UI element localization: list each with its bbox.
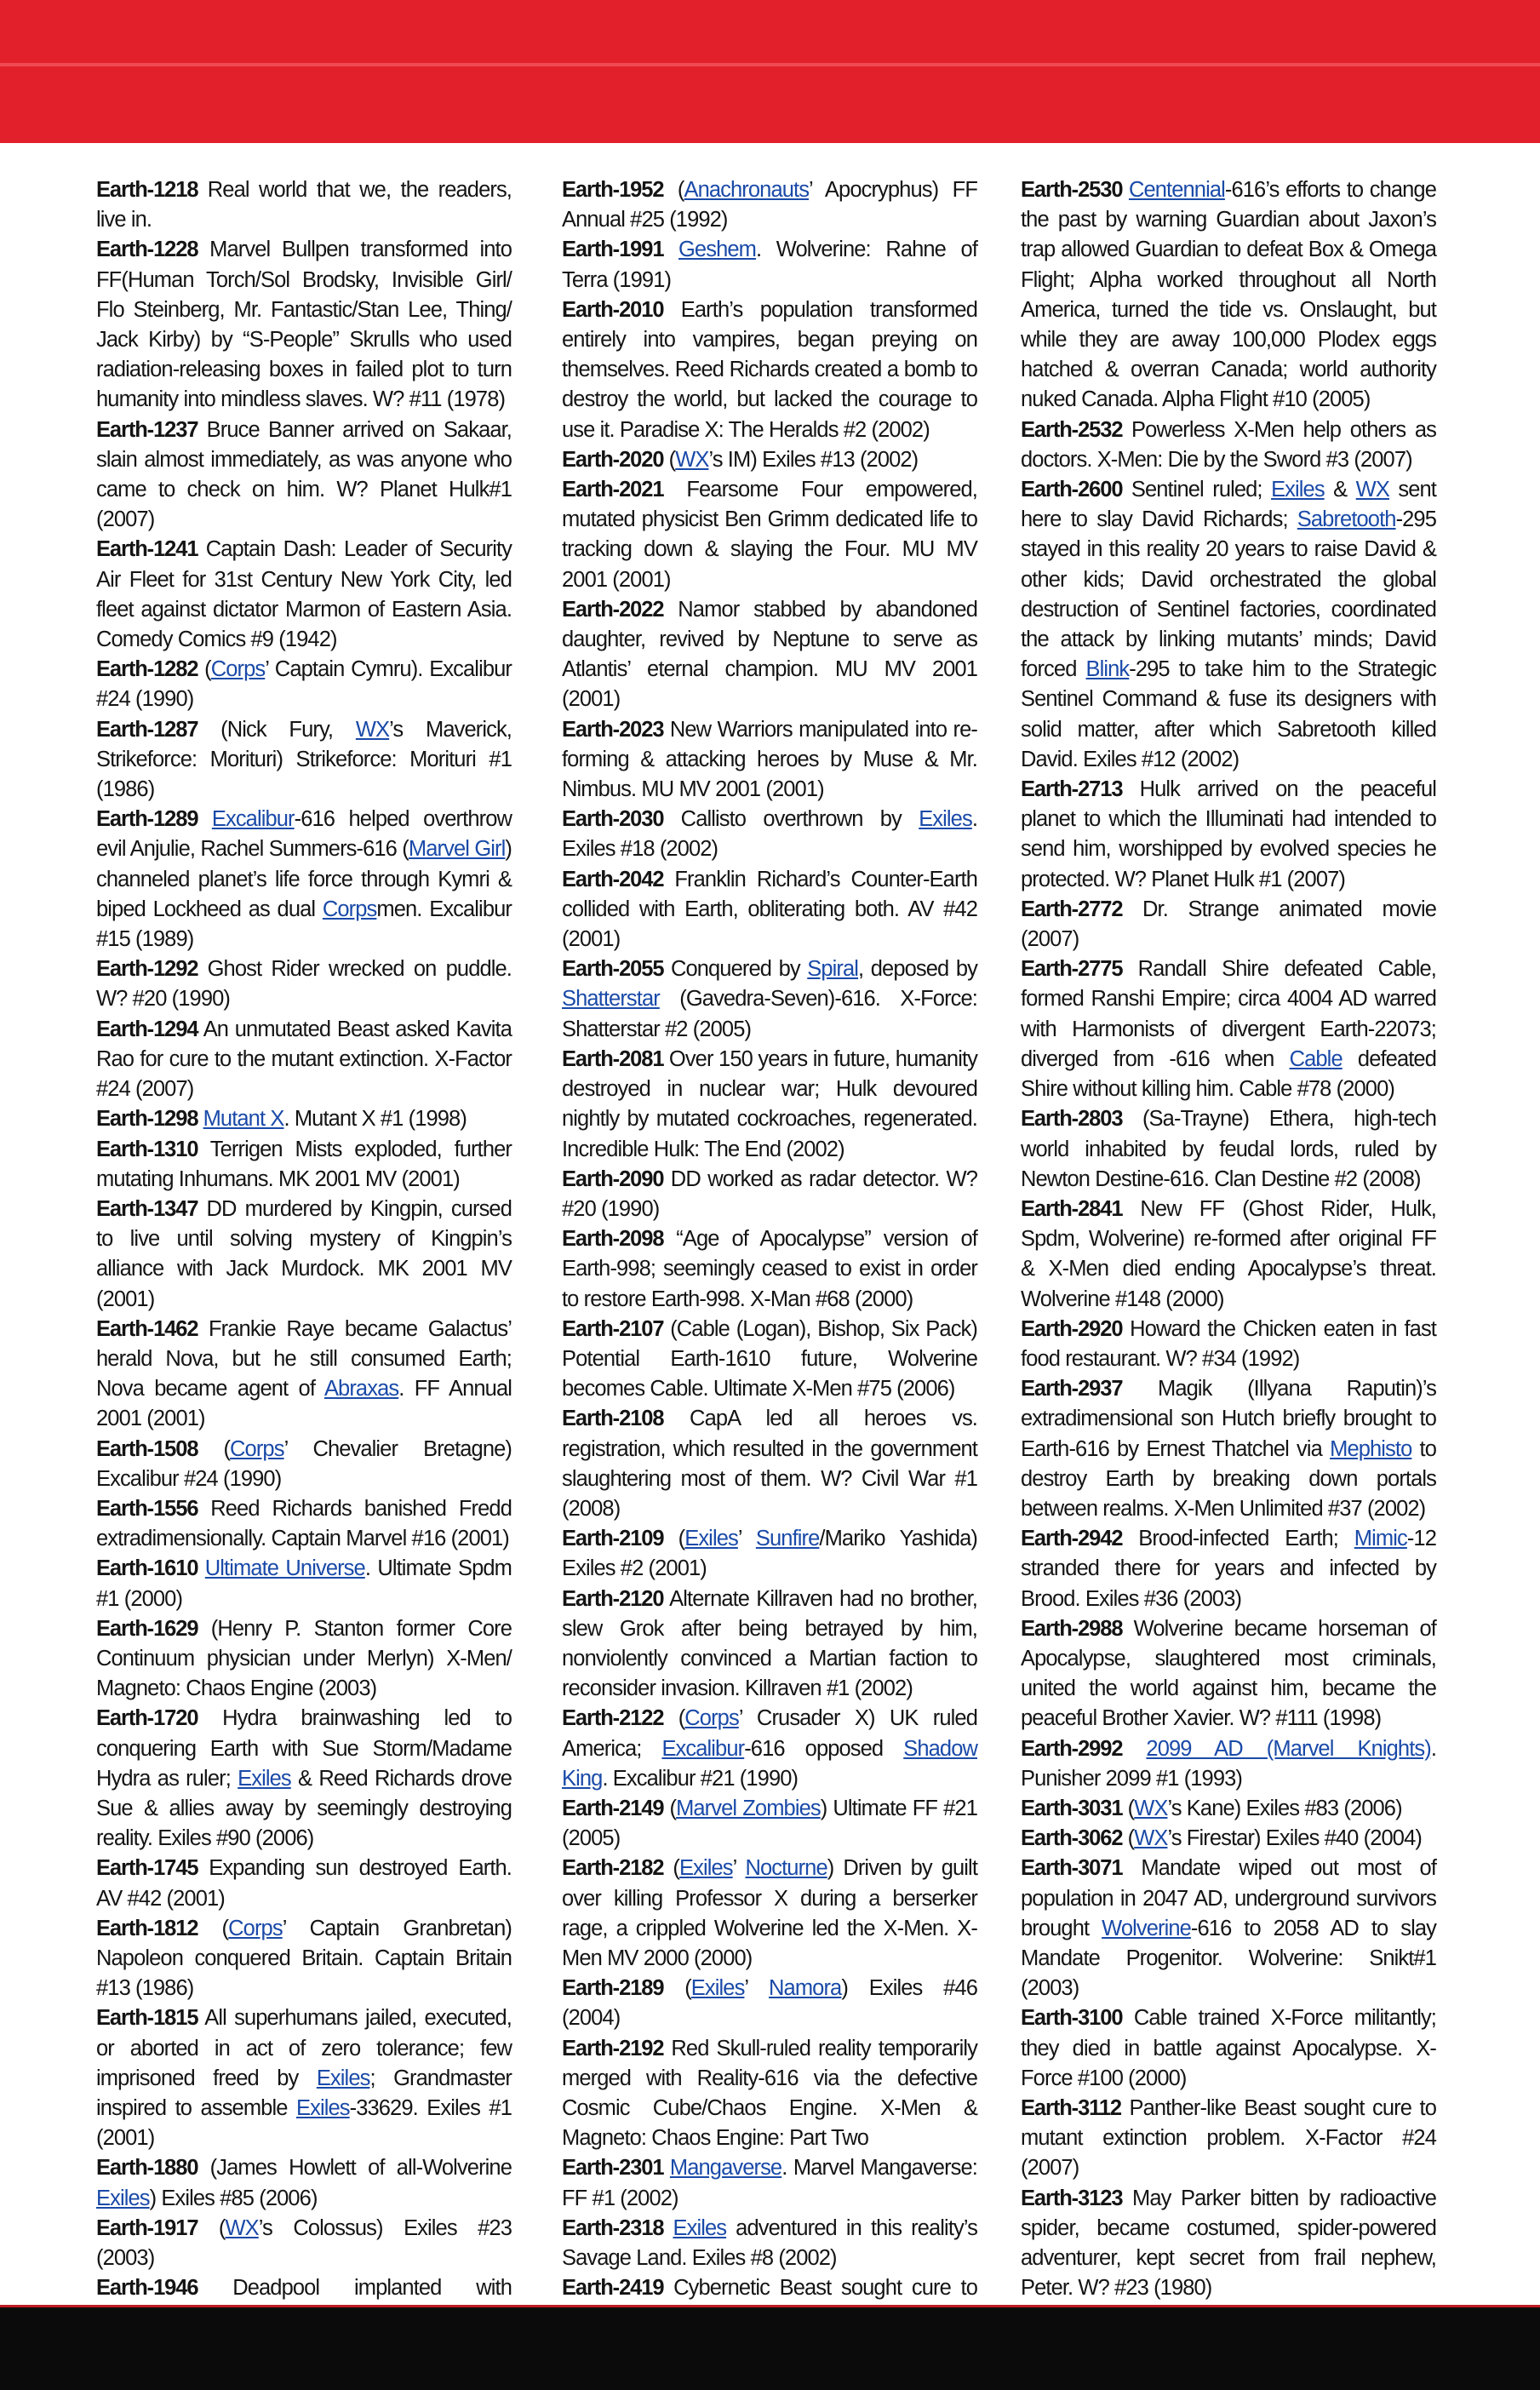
entry-earth-3071: [1021, 1854, 1436, 2003]
entry-earth-2107: [562, 1315, 977, 1405]
entry-text: (: [198, 1436, 231, 1461]
entry-text: Hydra brainwashing led to conquering Earth with Sue Storm/Madame Hydra as ruler;: [96, 1706, 512, 1791]
entry-text: [1122, 1737, 1146, 1761]
entry-text: ’ Crusader X) UK ruled America;: [562, 1706, 978, 1761]
entry-text: (Gavedra-Seven)-616. X-Force: Shatterstar #2 (2005): [562, 987, 977, 1041]
entry-text: (Sa-Trayne) Ethera, high-tech world inhabited by feudal lords, ruled by Newton Destine-616. Clan Destine #2 (2008): [1021, 1107, 1436, 1191]
entry-link[interactable]: WX: [1134, 1826, 1168, 1851]
entry-text: [198, 807, 211, 831]
entry-link[interactable]: Exiles: [679, 1856, 733, 1881]
entry-text: ) Ultimate FF #21 (2005): [562, 1796, 977, 1851]
entry-link[interactable]: Corps: [322, 897, 377, 921]
entry-text: Real world that we, the readers, live in.: [96, 178, 512, 232]
entry-text: (: [198, 1916, 229, 1940]
entry-earth-2192: [562, 2034, 977, 2154]
entry-earth-1745: [96, 1854, 512, 1913]
entry-link[interactable]: Exiles: [1271, 478, 1325, 502]
entry-earth-1508: [96, 1435, 512, 1494]
entry-text: -12 stranded there for years and infected by Brood. Exiles #36 (2003): [1021, 1527, 1436, 1611]
entry-earth-1815: [96, 2003, 512, 2153]
entry-link[interactable]: Mimic: [1354, 1527, 1407, 1551]
entry-name: Earth-1218: [96, 178, 198, 202]
header-stripe: [0, 63, 1540, 66]
entry-name: Earth-2042: [562, 867, 664, 891]
entry-text: Howard the Chicken eaten in fast food restaurant. W? #34 (1992): [1021, 1316, 1436, 1371]
entry-text: (: [663, 1976, 691, 2001]
entry-earth-1991: [562, 235, 977, 295]
entry-earth-2055: [562, 954, 977, 1045]
entry-text: -616’s efforts to change the past by warning Guardian about Jaxon’s trap allowed Guardian to defeat Box & Omega Flight; Alpha worked throughout all North America, turned the tide vs. Onslaught, but while they are away 100,000 Plodex eggs hatched & overran Canada; world authority nuked Canada. Alpha Flight #10 (2005): [1021, 178, 1436, 412]
entry-name: Earth-1815: [96, 2006, 198, 2031]
entry-text: (: [198, 657, 211, 682]
entry-name: Earth-2942: [1021, 1527, 1123, 1551]
entry-text: Brood-infected Earth;: [1122, 1527, 1354, 1551]
entry-text: “Age of Apocalypse” version of Earth-998; seemingly ceased to exist in order to restore Earth-998. X-Man #68 (2000): [562, 1227, 977, 1311]
entry-link[interactable]: Exiles: [316, 2066, 370, 2090]
entry-text: May Parker bitten by radioactive spider, became costumed, spider-powered adventurer, kept secret from frail nephew, Peter. W? #23 (1980): [1021, 2186, 1436, 2301]
entry-text: ’s Colossus) Exiles #23 (2003): [96, 2215, 512, 2271]
entry-text: ’ Captain Cymru). Excalibur #24 (1990): [96, 657, 512, 712]
entry-earth-3112: [1021, 2094, 1436, 2184]
entry-name: Earth-2775: [1021, 957, 1123, 982]
entry-link[interactable]: Namora: [769, 1976, 842, 2001]
entry-name: Earth-2010: [562, 297, 664, 322]
entry-link[interactable]: Exiles: [684, 1527, 738, 1551]
entry-name: Earth-3123: [1021, 2186, 1123, 2210]
entry-text: (: [1122, 1826, 1135, 1851]
entry-earth-1347: [96, 1195, 512, 1315]
entry-earth-2318: [562, 2214, 977, 2273]
entry-text: Red Skull-ruled reality temporarily merged with Reality-616 via the defective Cosmic Cube/Chaos Engine. X-Men & Magneto: Chaos Engine: Part Two: [562, 2036, 977, 2151]
entry-text: ’: [744, 1976, 770, 2001]
entry-name: Earth-1310: [96, 1137, 198, 1161]
entry-text: All superhumans jailed, executed, or aborted in act of zero tolerance; few imprisoned freed by: [96, 2006, 512, 2090]
entry-earth-2182: [562, 1854, 977, 1974]
entry-earth-3031: [1021, 1794, 1436, 1824]
entry-text: ’ Apocryphus) FF Annual #25 (1992): [562, 178, 978, 232]
entry-earth-2841: [1021, 1195, 1436, 1315]
entry-link[interactable]: Exiles: [296, 2096, 350, 2120]
entry-text: Terrigen Mists exploded, further mutating Inhumans. MK 2001 MV (2001): [96, 1137, 512, 1191]
entry-link[interactable]: WX: [355, 717, 390, 742]
entry-text: -616 to 2058 AD to slay Mandate Progenitor. Wolverine: Snikt#1 (2003): [1021, 1916, 1436, 2001]
entry-link[interactable]: Anachronauts: [684, 178, 810, 202]
entry-text: . Wolverine: Rahne of Terra (1991): [562, 238, 978, 292]
entry-link[interactable]: Corps: [228, 1916, 283, 1940]
entry-text: (: [663, 447, 676, 472]
entry-text: (: [663, 1856, 679, 1881]
entry-name: Earth-1228: [96, 238, 198, 262]
entry-name: Earth-1629: [96, 1616, 198, 1641]
entry-earth-2122: [562, 1704, 977, 1794]
entry-text: Magik (Illyana Raputin)’s extradimensional son Hutch briefly brought to Earth-616 by Ernest Thatchel via: [1021, 1377, 1436, 1461]
entry-name: Earth-2841: [1021, 1196, 1123, 1221]
entry-link[interactable]: 2099 AD (Marvel Knights): [1146, 1736, 1431, 1761]
column-3: [1021, 175, 1436, 2304]
entry-earth-2920: [1021, 1315, 1436, 1374]
entry-name: Earth-2803: [1021, 1107, 1123, 1132]
entry-link[interactable]: Excalibur: [211, 807, 295, 832]
entry-earth-1310: [96, 1135, 512, 1195]
entry-earth-1282: [96, 655, 512, 714]
entry-text: [198, 1556, 204, 1580]
entry-name: Earth-1292: [96, 957, 198, 982]
entry-text: Ghost Rider wrecked on puddle. W? #20 (1990): [96, 957, 512, 1012]
entry-earth-1720: [96, 1704, 512, 1854]
entry-text: , deposed by: [858, 957, 977, 982]
entry-link[interactable]: Mutant X: [203, 1107, 284, 1132]
entry-link[interactable]: Cable: [1289, 1046, 1342, 1071]
entry-link[interactable]: Excalibur: [661, 1736, 745, 1761]
entry-name: Earth-2192: [562, 2036, 664, 2060]
entry-name: Earth-2992: [1021, 1736, 1123, 1761]
entry-earth-1218: [96, 175, 512, 235]
entry-earth-2090: [562, 1165, 977, 1224]
entry-earth-2023: [562, 715, 977, 805]
column-2: [562, 175, 977, 2304]
entry-text: Randall Shire defeated Cable, formed Ranshi Empire; circa 4004 AD warred with Harmonists of divergent Earth-22073; diverged from -616 when: [1021, 957, 1436, 1071]
entry-name: Earth-2530: [1021, 178, 1123, 202]
entry-earth-1462: [96, 1315, 512, 1435]
entry-earth-1241: [96, 535, 512, 655]
entry-earth-2081: [562, 1045, 977, 1165]
entry-earth-2532: [1021, 416, 1436, 475]
entry-text: Wolverine became horseman of Apocalypse, slaughtered most criminals, united the world against him, became the peaceful Brother Xavier. W? #111 (1998): [1021, 1616, 1436, 1731]
entry-name: Earth-2098: [562, 1227, 664, 1252]
entry-name: Earth-1946: [96, 2276, 198, 2301]
entry-name: Earth-1991: [562, 238, 664, 262]
entry-text: Over 150 years in future, humanity destroyed in nuclear war; Hulk devoured nightly by mutated cockroaches, regenerated. Incredible Hulk: The End (2002): [562, 1046, 977, 1161]
entry-text: Frankie Raye became Galactus’ herald Nova, but he still consumed Earth; Nova became agent of: [96, 1316, 512, 1401]
entry-earth-1629: [96, 1614, 512, 1705]
entry-earth-1812: [96, 1914, 512, 2004]
entry-name: Earth-3100: [1021, 2006, 1123, 2031]
entry-link[interactable]: WX: [1134, 1796, 1168, 1820]
entry-text: Sentinel ruled;: [1122, 478, 1272, 502]
entry-earth-1952: [562, 175, 977, 235]
entry-earth-1917: [96, 2214, 512, 2273]
entry-name: Earth-2081: [562, 1046, 664, 1071]
entry-text: . Ultimate Spdm #1 (2000): [96, 1556, 512, 1611]
entry-earth-2301: [562, 2153, 977, 2213]
entry-name: Earth-1720: [96, 1706, 198, 1731]
entry-earth-1294: [96, 1015, 512, 1105]
entry-name: Earth-2189: [562, 1976, 664, 2001]
entry-text: Marvel Bullpen transformed into FF(Human Torch/Sol Brodsky, Invisible Girl/ Flo Steinberg, Mr. Fantastic/Stan Lee, Thing/ Jack Kirby) by “S-People” Skrulls who used radiation-releasing boxes in failed plot to turn humanity into mindless slaves. W? #11 (1978): [96, 238, 512, 412]
entry-text: &: [1324, 478, 1356, 502]
entry-link[interactable]: Mephisto: [1330, 1436, 1412, 1461]
entry-earth-2713: [1021, 775, 1436, 895]
entry-text: (: [663, 1527, 685, 1551]
entry-name: Earth-2149: [562, 1796, 664, 1820]
entry-link[interactable]: Spiral: [807, 957, 859, 982]
entry-text: Franklin Richard’s Counter-Earth collided with Earth, obliterating both. AV #42 (2001): [562, 867, 977, 952]
entry-link[interactable]: Centennial: [1128, 178, 1225, 202]
entry-text: adventured in this reality’s Savage Land. Exiles #8 (2002): [562, 2215, 978, 2271]
entry-earth-1610: [96, 1554, 512, 1613]
entry-earth-2530: [1021, 175, 1436, 416]
entry-name: Earth-1282: [96, 657, 198, 682]
entry-text: ’s Maverick, Strikeforce: Morituri) Strikeforce: Morituri #1 (1986): [96, 717, 512, 802]
entry-earth-1287: [96, 715, 512, 805]
entry-name: Earth-2182: [562, 1856, 664, 1881]
entry-text: (: [663, 178, 684, 202]
entry-earth-1228: [96, 235, 512, 415]
entry-link[interactable]: Shadow King: [562, 1736, 977, 1791]
entry-name: Earth-3112: [1021, 2096, 1121, 2120]
entry-text: ’s IM) Exiles #13 (2002): [708, 447, 919, 472]
entry-earth-2010: [562, 295, 977, 445]
entry-name: Earth-2600: [1021, 478, 1123, 502]
entry-earth-2098: [562, 1224, 977, 1315]
entry-name: Earth-1241: [96, 537, 198, 562]
entry-text: . Exiles #18 (2002): [562, 807, 977, 862]
entry-link[interactable]: Wolverine: [1102, 1916, 1191, 1940]
entry-text: ’: [737, 1527, 756, 1551]
entry-text: Earth’s population transformed entirely into vampires, began preying on themselves. Reed Richards created a bomb to destroy the world, but lacked the courage to use it. Paradise X: The Heralds #2 (2002): [562, 297, 977, 442]
entry-text: . Marvel Mangaverse: FF #1 (2002): [562, 2156, 977, 2210]
entry-earth-2600: [1021, 475, 1436, 775]
entry-text: -295 to take him to the Strategic Sentinel Command & fuse its designers with solid matter, after which Sabretooth killed David. Exiles #12 (2002): [1021, 657, 1436, 771]
entry-name: Earth-1917: [96, 2215, 198, 2240]
entry-link[interactable]: Geshem: [678, 238, 756, 262]
entry-earth-3123: [1021, 2184, 1436, 2304]
entry-earth-2042: [562, 865, 977, 955]
entry-name: Earth-1745: [96, 1856, 198, 1881]
entry-text: Cybernetic Beast sought cure to: [673, 2276, 977, 2301]
entry-name: Earth-2030: [562, 807, 664, 832]
entry-text: New Warriors manipulated into re-forming & attacking heroes by Muse & Mr. Nimbus. MU MV 2001 (2001): [562, 717, 977, 802]
entry-name: Earth-1610: [96, 1556, 198, 1581]
entry-earth-1880: [96, 2153, 512, 2213]
entry-text: ’: [732, 1856, 746, 1881]
entry-link[interactable]: Sabretooth: [1297, 507, 1396, 532]
entry-text: [663, 2216, 673, 2240]
entry-text: . Mutant X #1 (1998): [283, 1107, 467, 1132]
entry-link[interactable]: Shatterstar: [562, 987, 660, 1012]
entry-name: Earth-2301: [562, 2156, 664, 2181]
entry-name: Earth-2419: [562, 2276, 664, 2301]
entry-earth-2021: [562, 475, 977, 595]
entry-text: [1122, 178, 1129, 202]
entry-name: Earth-2021: [562, 478, 664, 502]
entry-name: Earth-1347: [96, 1196, 198, 1221]
entry-link[interactable]: Corps: [210, 657, 266, 682]
entry-text: (: [1122, 1796, 1135, 1820]
entry-text: Mandate wiped out most of population in 2047 AD, underground survivors brought: [1021, 1856, 1436, 1940]
entry-name: Earth-1294: [96, 1017, 198, 1041]
entry-name: Earth-3071: [1021, 1856, 1123, 1881]
entry-earth-3100: [1021, 2003, 1436, 2094]
entry-name: Earth-2120: [562, 1586, 664, 1611]
entry-text: to destroy Earth by breaking down portals between realms. X-Men Unlimited #37 (2002): [1021, 1436, 1437, 1521]
entry-earth-2120: [562, 1585, 977, 1705]
entry-name: Earth-1812: [96, 1916, 198, 1940]
entry-link[interactable]: WX: [675, 447, 709, 472]
entry-text: CapA led all heroes vs. registration, which resulted in the government slaughtering most of them. W? Civil War #1 (2008): [562, 1407, 977, 1521]
footer-redline: [0, 2305, 1540, 2307]
entry-earth-2942: [1021, 1524, 1436, 1614]
entry-text: Alternate Killraven had no brother, slew Grok after being betrayed by him, nonviolently convinced a Martian faction to reconsider invasion. Killraven #1 (2002): [562, 1586, 977, 1701]
entry-earth-1292: [96, 954, 512, 1014]
entry-link[interactable]: Abraxas: [323, 1377, 399, 1401]
entry-text: (Nick Fury,: [198, 717, 356, 742]
entry-name: Earth-2772: [1021, 897, 1123, 921]
entry-link[interactable]: Exiles: [96, 2186, 150, 2210]
entry-name: Earth-1462: [96, 1316, 198, 1341]
entry-text: defeated Shire without killing him. Cable #78 (2000): [1021, 1046, 1436, 1102]
entry-name: Earth-2920: [1021, 1316, 1123, 1341]
entry-earth-2988: [1021, 1614, 1436, 1734]
entry-text: (: [663, 1706, 685, 1731]
entry-link[interactable]: Sunfire: [755, 1527, 820, 1551]
entry-link[interactable]: WX: [1355, 478, 1389, 502]
entry-name: Earth-2090: [562, 1166, 664, 1191]
entry-earth-2022: [562, 595, 977, 715]
entry-name: Earth-2107: [562, 1316, 664, 1341]
entry-text: Deadpool implanted with: [232, 2276, 512, 2301]
entry-name: Earth-1508: [96, 1436, 198, 1461]
entry-link[interactable]: Corps: [230, 1436, 284, 1461]
entry-earth-2937: [1021, 1374, 1436, 1524]
entry-text: Callisto overthrown by: [663, 807, 919, 832]
entry-text: (Cable (Logan), Bishop, Six Pack) Potential Earth-1610 future, Wolverine becomes Cable. Ultimate X-Men #75 (2006): [562, 1316, 977, 1401]
entry-link[interactable]: Exiles: [238, 1766, 291, 1791]
entry-text: ; Grandmaster inspired to assemble: [96, 2066, 512, 2120]
entry-text: An unmutated Beast asked Kavita Rao for cure to the mutant extinction. X-Factor #24 (2007): [96, 1017, 512, 1102]
entry-text: New FF (Ghost Rider, Hulk, Spdm, Wolverine) re-formed after original FF & X-Men died ending Apocalypse’s threat. Wolverine #148 (2000): [1021, 1196, 1436, 1311]
entry-text: -33629. Exiles #1 (2001): [96, 2096, 512, 2151]
entry-link[interactable]: Corps: [684, 1706, 739, 1731]
entry-text: men. Excalibur #15 (1989): [96, 897, 512, 952]
entry-text: Panther-like Beast sought cure to mutant extinction problem. X-Factor #24 (2007): [1021, 2096, 1436, 2181]
entry-text: Powerless X-Men help others as doctors. X-Men: Die by the Sword #3 (2007): [1021, 417, 1436, 472]
entry-link[interactable]: Exiles: [673, 2215, 727, 2240]
entry-text: & Reed Richards drove Sue & allies away by seemingly destroying reality. Exiles #90 (2006): [96, 1766, 512, 1851]
footer-band: [0, 2305, 1540, 2390]
entry-name: Earth-1237: [96, 417, 198, 442]
entry-earth-2772: [1021, 895, 1436, 954]
entry-earth-2020: [562, 445, 977, 475]
entry-name: Earth-2020: [562, 447, 664, 472]
entry-earth-2108: [562, 1404, 977, 1524]
entry-earth-1237: [96, 416, 512, 536]
entry-text: (James Howlett of all-Wolverine: [198, 2156, 512, 2181]
entry-earth-1298: [96, 1104, 512, 1134]
entry-text: [663, 2156, 669, 2180]
entry-text: -616 helped overthrow evil Anjulie, Rachel Summers-616 (: [96, 807, 512, 862]
entry-text: ’s Firestar) Exiles #40 (2004): [1167, 1826, 1422, 1851]
entry-link[interactable]: Ultimate Universe: [204, 1556, 365, 1581]
header-band: [0, 0, 1540, 143]
entry-earth-2775: [1021, 954, 1436, 1104]
entry-name: Earth-2937: [1021, 1377, 1123, 1401]
entry-name: Earth-1287: [96, 717, 198, 742]
entry-name: Earth-1556: [96, 1496, 198, 1521]
entry-text: [663, 238, 678, 261]
entry-earth-1556: [96, 1494, 512, 1554]
entry-text: Fearsome Four empowered, mutated physicist Ben Grimm dedicated life to tracking down & slaying the Four. MU MV 2001 (2001): [562, 478, 977, 592]
entry-text: Reed Richards banished Fredd extradimensionally. Captain Marvel #16 (2001): [96, 1496, 512, 1551]
entry-link[interactable]: Marvel Zombies: [676, 1796, 821, 1820]
entry-link[interactable]: Nocturne: [745, 1856, 827, 1881]
entry-text: Hulk arrived on the peaceful planet to which the Illuminati had intended to send him, worshipped by evolved species he protected. W? Planet Hulk #1 (2007): [1021, 777, 1436, 891]
entry-name: Earth-2122: [562, 1706, 664, 1731]
entry-text: Captain Dash: Leader of Security Air Fleet for 31st Century New York City, led fleet against dictator Marmon of Eastern Asia. Comedy Comics #9 (1942): [96, 537, 512, 652]
entry-text: Cable trained X-Force militantly; they died in battle against Apocalypse. X-Force #100 (2000): [1021, 2006, 1436, 2090]
entry-name: Earth-2988: [1021, 1616, 1123, 1641]
entry-name: Earth-1298: [96, 1107, 198, 1132]
entry-text: ) Exiles #85 (2006): [149, 2186, 318, 2210]
entry-link[interactable]: Exiles: [919, 807, 972, 832]
entry-link[interactable]: Mangaverse: [669, 2156, 782, 2181]
entry-text: DD worked as radar detector. W? #20 (1990): [562, 1166, 977, 1221]
entry-text: (: [663, 1796, 677, 1820]
entry-name: Earth-3031: [1021, 1796, 1123, 1820]
entry-text: . FF Annual 2001 (2001): [96, 1377, 512, 1431]
entry-text: Expanding sun destroyed Earth. AV #42 (2001): [96, 1856, 512, 1911]
entry-name: Earth-2318: [562, 2215, 664, 2240]
entry-link[interactable]: Exiles: [690, 1976, 745, 2001]
entry-text: (: [198, 2215, 226, 2240]
entry-name: Earth-2023: [562, 717, 664, 742]
entry-name: Earth-2109: [562, 1527, 664, 1551]
entry-text: sent here to slay David Richards;: [1021, 478, 1436, 532]
entry-link[interactable]: Blink: [1085, 657, 1130, 682]
entry-earth-2803: [1021, 1104, 1436, 1195]
entry-name: Earth-1952: [562, 178, 664, 202]
entry-text: Namor stabbed by abandoned daughter, revived by Neptune to serve as Atlantis’ eternal champion. MU MV 2001 (2001): [562, 597, 977, 712]
entry-text: Conquered by: [663, 957, 808, 982]
entry-earth-2189: [562, 1974, 977, 2033]
entry-name: Earth-2022: [562, 597, 664, 622]
entry-earth-2992: [1021, 1734, 1436, 1794]
entry-text: ) Driven by guilt over killing Professor X during a berserker rage, a crippled Wolverine led the X-Men. X-Men MV 2000 (2000): [562, 1856, 978, 1970]
entry-earth-3062: [1021, 1824, 1436, 1854]
entry-text: ) Exiles #46 (2004): [562, 1976, 977, 2031]
entry-link[interactable]: Marvel Girl: [408, 837, 506, 862]
entry-name: Earth-2713: [1021, 777, 1123, 802]
entry-text: . Excalibur #21 (1990): [602, 1766, 799, 1791]
entry-text: (Henry P. Stanton former Core Continuum physician under Merlyn) X-Men/ Magneto: Chaos Engine (2003): [96, 1616, 512, 1701]
entry-text: ’ Captain Granbretan) Napoleon conquered Britain. Captain Britain #13 (1986): [96, 1916, 512, 2001]
entry-text: -295 stayed in this reality 20 years to raise David & other kids; David orchestrated the global destruction of Sentinel factories, coordinated the attack by linking mutants’ minds; David forced: [1021, 507, 1436, 682]
column-1: [96, 175, 512, 2304]
entry-name: Earth-1289: [96, 807, 198, 832]
entry-text: ’ Chevalier Bretagne) Excalibur #24 (1990): [96, 1436, 512, 1491]
entry-name: Earth-1880: [96, 2156, 198, 2181]
entry-earth-2030: [562, 805, 977, 864]
entry-earth-2149: [562, 1794, 977, 1854]
entry-text: Dr. Strange animated movie (2007): [1021, 897, 1436, 952]
entry-name: Earth-2532: [1021, 417, 1123, 442]
entry-text: ) channeled planet’s life force through Kymri & biped Lockheed as dual: [96, 837, 512, 921]
entry-link[interactable]: WX: [225, 2215, 259, 2240]
entry-name: Earth-2055: [562, 957, 664, 982]
entry-text: DD murdered by Kingpin, cursed to live until solving mystery of Kingpin’s alliance with Jack Murdock. MK 2001 MV (2001): [96, 1196, 512, 1311]
entry-earth-2109: [562, 1524, 977, 1584]
entry-text: Bruce Banner arrived on Sakaar, slain almost immediately, as was anyone who came to check on him. W? Planet Hulk#1 (2007): [96, 417, 512, 532]
entry-name: Earth-2108: [562, 1407, 664, 1431]
entry-earth-1289: [96, 805, 512, 954]
entry-text: ’s Kane) Exiles #83 (2006): [1167, 1796, 1402, 1820]
entry-name: Earth-3062: [1021, 1826, 1123, 1851]
entry-text: -616 opposed: [744, 1736, 904, 1761]
entry-text: /Mariko Yashida) Exiles #2 (2001): [562, 1527, 977, 1581]
entry-text: . Punisher 2099 #1 (1993): [1021, 1736, 1437, 1791]
